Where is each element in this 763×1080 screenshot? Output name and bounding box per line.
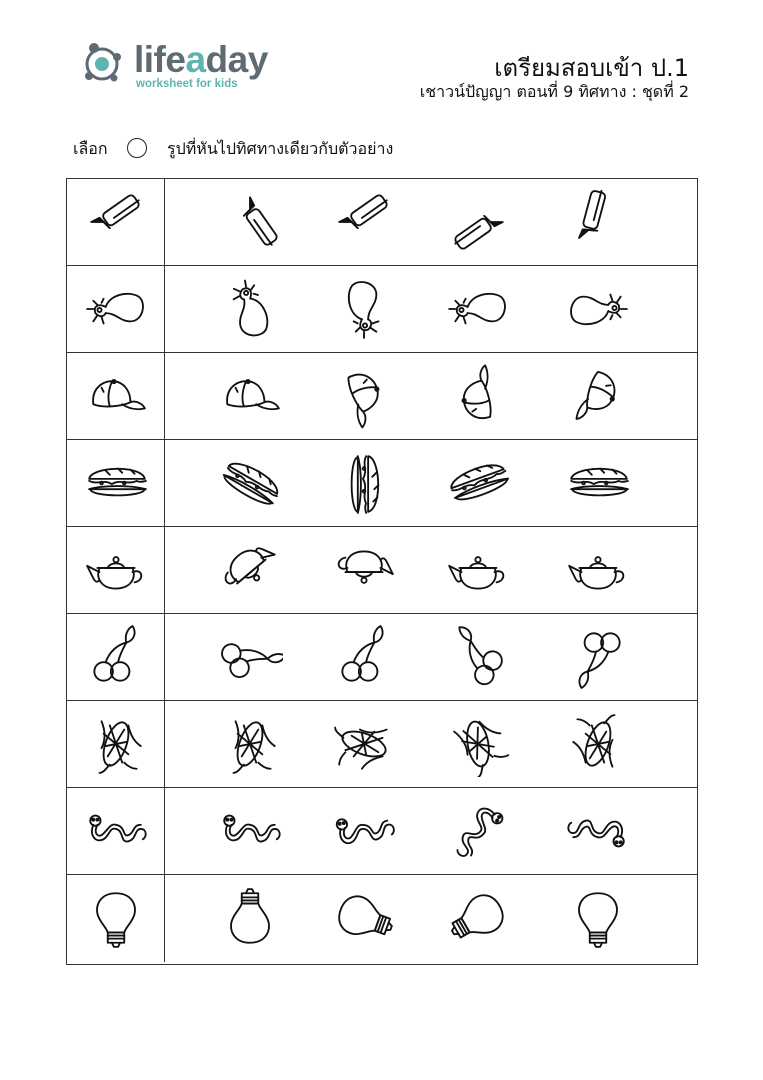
row-corn: [67, 701, 697, 788]
page-title: เตรียมสอบเข้า ป.1: [494, 54, 689, 82]
column-divider: [164, 179, 165, 265]
option-3-cap-icon[interactable]: [443, 353, 513, 439]
row-cherry: [67, 614, 697, 701]
example-sandwich-icon: [81, 440, 151, 526]
brand-tagline: worksheet for kids: [136, 78, 238, 90]
option-1-teapot-icon[interactable]: [215, 527, 285, 613]
example-bulb-icon: [81, 875, 151, 961]
option-4-worm-icon[interactable]: [563, 788, 633, 874]
column-divider: [164, 875, 165, 962]
instruction-text: รูปที่หันไปทิศทางเดียวกับตัวอย่าง: [167, 139, 394, 158]
example-teapot-icon: [81, 527, 151, 613]
option-2-cap-icon[interactable]: [329, 353, 399, 439]
option-3-worm-icon[interactable]: [443, 788, 513, 874]
example-eggplant-icon: [81, 266, 151, 352]
column-divider: [164, 440, 165, 526]
option-4-bulb-icon[interactable]: [563, 875, 633, 961]
option-1-eggplant-icon[interactable]: [215, 266, 285, 352]
option-2-pen-icon[interactable]: [329, 179, 399, 265]
option-3-teapot-icon[interactable]: [443, 527, 513, 613]
column-divider: [164, 527, 165, 613]
option-4-eggplant-icon[interactable]: [563, 266, 633, 352]
option-3-bulb-icon[interactable]: [443, 875, 513, 961]
option-4-pen-icon[interactable]: [563, 179, 633, 265]
option-1-cherry-icon[interactable]: [215, 614, 285, 700]
brand-logo: [82, 38, 282, 94]
option-4-corn-icon[interactable]: [563, 701, 633, 787]
option-3-cherry-icon[interactable]: [443, 614, 513, 700]
option-3-sandwich-icon[interactable]: [443, 440, 513, 526]
option-3-corn-icon[interactable]: [443, 701, 513, 787]
row-teapot: [67, 527, 697, 614]
option-2-teapot-icon[interactable]: [329, 527, 399, 613]
column-divider: [164, 353, 165, 439]
row-worm: [67, 788, 697, 875]
worksheet-grid: [66, 178, 698, 965]
row-eggplant: [67, 266, 697, 353]
option-4-teapot-icon[interactable]: [563, 527, 633, 613]
circle-mark-icon: [127, 138, 147, 158]
option-3-eggplant-icon[interactable]: [443, 266, 513, 352]
option-4-sandwich-icon[interactable]: [563, 440, 633, 526]
column-divider: [164, 788, 165, 874]
page-subtitle: เชาวน์ปัญญา ตอนที่ 9 ทิศทาง : ชุดที่ 2: [419, 82, 689, 101]
example-corn-icon: [81, 701, 151, 787]
molecule-icon: [82, 40, 130, 86]
option-1-worm-icon[interactable]: [215, 788, 285, 874]
row-cap: [67, 353, 697, 440]
option-4-cap-icon[interactable]: [563, 353, 633, 439]
column-divider: [164, 614, 165, 700]
option-3-pen-icon[interactable]: [443, 179, 513, 265]
option-2-eggplant-icon[interactable]: [329, 266, 399, 352]
option-1-pen-icon[interactable]: [215, 179, 285, 265]
example-cherry-icon: [81, 614, 151, 700]
brand-name: lifeaday: [134, 39, 268, 80]
option-2-cherry-icon[interactable]: [329, 614, 399, 700]
example-cap-icon: [81, 353, 151, 439]
column-divider: [164, 701, 165, 787]
example-pen-icon: [81, 179, 151, 265]
example-worm-icon: [81, 788, 151, 874]
option-1-cap-icon[interactable]: [215, 353, 285, 439]
row-sandwich: [67, 440, 697, 527]
option-2-bulb-icon[interactable]: [329, 875, 399, 961]
option-2-sandwich-icon[interactable]: [329, 440, 399, 526]
option-2-corn-icon[interactable]: [329, 701, 399, 787]
row-pen: [67, 179, 697, 266]
option-2-worm-icon[interactable]: [329, 788, 399, 874]
option-1-corn-icon[interactable]: [215, 701, 285, 787]
row-bulb: [67, 875, 697, 962]
option-4-cherry-icon[interactable]: [563, 614, 633, 700]
option-1-bulb-icon[interactable]: [215, 875, 285, 961]
instruction-label: เลือก: [73, 139, 108, 158]
option-1-sandwich-icon[interactable]: [215, 440, 285, 526]
column-divider: [164, 266, 165, 352]
